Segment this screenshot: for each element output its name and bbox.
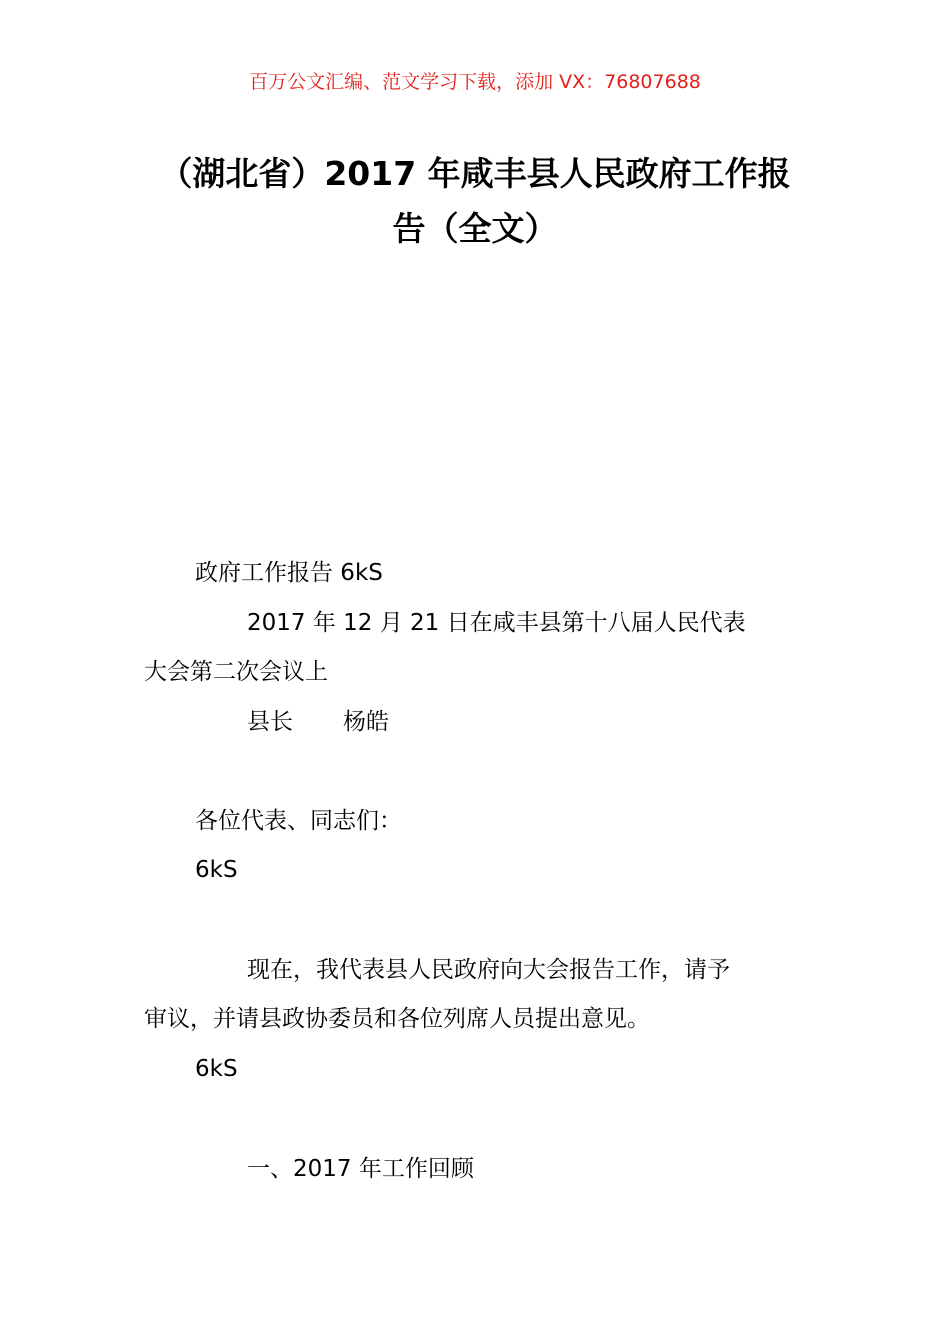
speaker-name: 杨皓	[343, 709, 389, 735]
paragraph-line-1: 现在，我代表县人民政府向大会报告工作，请予	[247, 957, 730, 983]
report-subtitle: 政府工作报告 6kS	[195, 560, 383, 586]
title-line-1: （湖北省）2017 年咸丰县人民政府工作报	[159, 154, 791, 193]
greeting: 各位代表、同志们：	[195, 808, 402, 834]
title-line-2: 告（全文）	[392, 209, 558, 248]
marker-2: 6kS	[195, 1056, 238, 1082]
meeting-line-2: 大会第二次会议上	[144, 659, 328, 685]
speaker-line	[247, 698, 950, 746]
section-heading: 一、2017 年工作回顾	[247, 1156, 474, 1182]
marker-1: 6kS	[195, 857, 238, 883]
paragraph-line-2: 审议，并请县政协委员和各位列席人员提出意见。	[144, 1006, 650, 1032]
watermark-header: 百万公文汇编、范文学习下载，添加 VX：76807688	[249, 71, 701, 93]
meeting-line-1: 2017 年 12 月 21 日在咸丰县第十八届人民代表	[247, 610, 746, 636]
document-title	[0, 146, 950, 256]
speaker-role: 县长	[247, 709, 293, 735]
